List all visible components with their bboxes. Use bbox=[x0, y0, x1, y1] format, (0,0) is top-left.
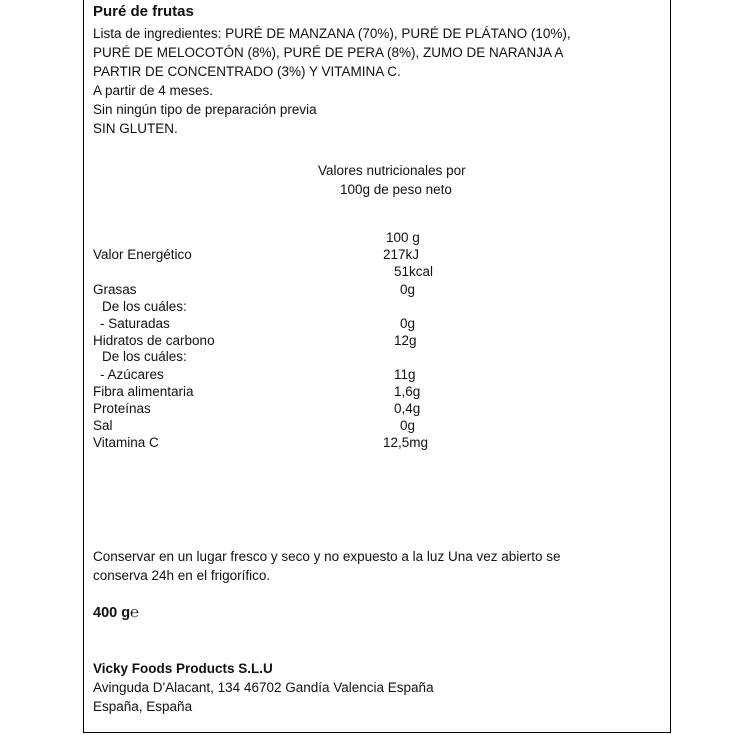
nutrition-value: 0g bbox=[400, 316, 416, 331]
nutrition-label: Grasas bbox=[93, 282, 137, 297]
company-country: España, España bbox=[93, 699, 193, 714]
nutrition-value: 51kcal bbox=[394, 264, 434, 279]
nutrition-value: 12g bbox=[394, 333, 417, 348]
nutrition-header-1: Valores nutricionales por bbox=[318, 163, 466, 178]
nutrition-header-2: 100g de peso neto bbox=[340, 182, 452, 197]
nutrition-label: - Saturadas bbox=[100, 316, 170, 331]
ingredients-line-3: PARTIR DE CONCENTRADO (3%) Y VITAMINA C. bbox=[93, 64, 401, 79]
nutrition-value: 1,6g bbox=[394, 384, 421, 399]
nutrition-value: 0g bbox=[400, 418, 416, 433]
nutrition-value: 0,4g bbox=[394, 401, 421, 416]
nutrition-label: De los cuáles: bbox=[102, 299, 187, 314]
nutrition-label: Sal bbox=[93, 418, 113, 433]
storage-line-1: Conservar en un lugar fresco y seco y no expuesto a la luz Una vez abierto se bbox=[93, 549, 561, 564]
nutrition-label: Valor Energético bbox=[93, 247, 192, 262]
storage-line-2: conserva 24h en el frigorífico. bbox=[93, 568, 271, 583]
note-gluten: SIN GLUTEN. bbox=[93, 121, 178, 136]
note-age: A partir de 4 meses. bbox=[93, 83, 214, 98]
nutrition-label: Hidratos de carbono bbox=[93, 333, 215, 348]
ingredients-line-1: Lista de ingredientes: PURÉ DE MANZANA (70%), PURÉ DE PLÁTANO (10%), bbox=[93, 26, 571, 41]
estimated-sign-icon: ℮ bbox=[130, 604, 140, 621]
net-weight-value: 400 g bbox=[93, 605, 131, 621]
nutrition-value: 0g bbox=[400, 282, 416, 297]
nutrition-value: 12,5mg bbox=[383, 435, 429, 450]
company-name: Vicky Foods Products S.L.U bbox=[93, 661, 273, 676]
nutrition-label: De los cuáles: bbox=[102, 349, 187, 364]
product-title: Puré de frutas bbox=[93, 3, 194, 20]
nutrition-label: Fibra alimentaria bbox=[93, 384, 194, 399]
nutrition-value: 217kJ bbox=[383, 247, 420, 262]
nutrition-label: Vitamina C bbox=[93, 435, 159, 450]
nutrition-value: 11g bbox=[394, 367, 416, 382]
nutrition-label: Proteínas bbox=[93, 401, 151, 416]
net-weight bbox=[93, 604, 139, 622]
company-address: Avinguda D'Alacant, 134 46702 Gandía Valencia España bbox=[93, 680, 434, 695]
nutrition-column-header: 100 g bbox=[386, 230, 420, 245]
nutrition-label: - Azúcares bbox=[100, 367, 164, 382]
ingredients-line-2: PURÉ DE MELOCOTÓN (8%), PURÉ DE PERA (8%), ZUMO DE NARANJA A bbox=[93, 45, 564, 60]
note-preparation: Sin ningún tipo de preparación previa bbox=[93, 102, 317, 117]
